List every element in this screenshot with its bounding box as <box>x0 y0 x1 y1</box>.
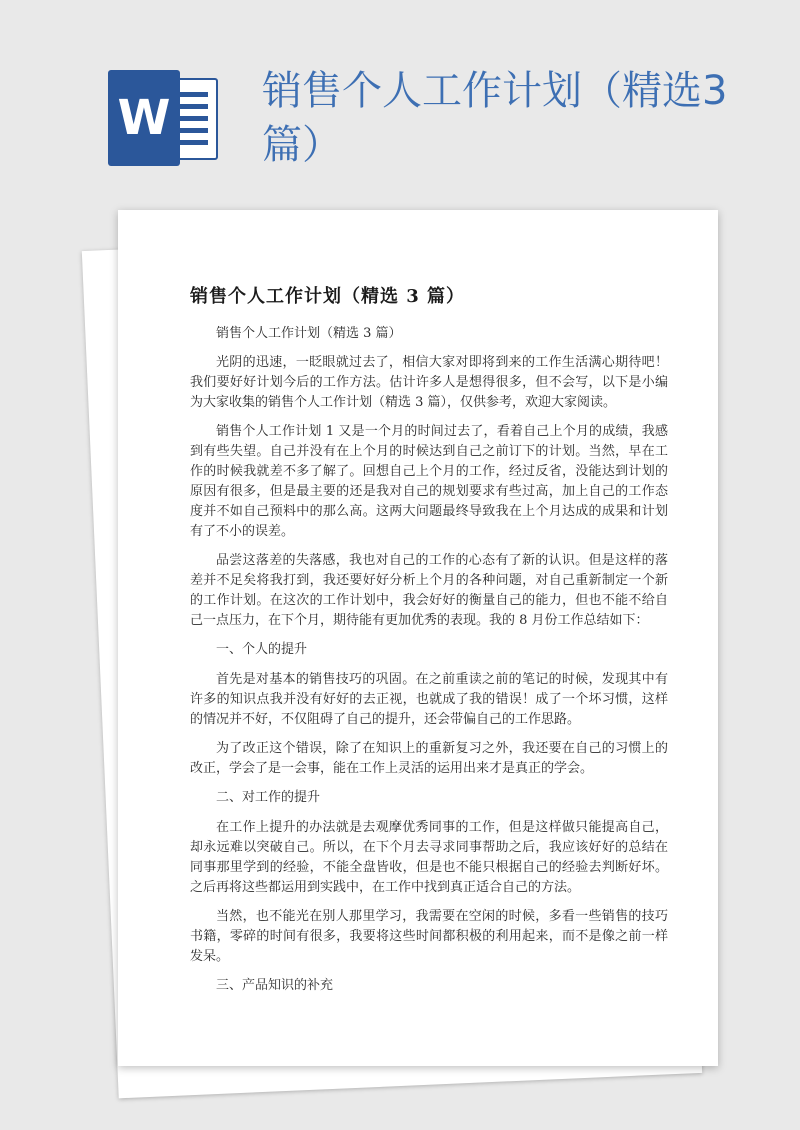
paragraph: 销售个人工作计划 1 又是一个月的时间过去了，看着自己上个月的成绩，我感到有些失望。自己并没有在上个月的时候达到自己之前订下的计划。当然，早在工作的时候我就差不多了解了。回想自己上个月的工作，经过反省，没能达到计划的原因有很多，但是最主要的还是我对自己的规划要求有些过高，加上自己的工作态度并不如自己预料中的那么高。这两大问题最终导致我在上个月达成的成果和计划有了不小的误差。 <box>190 424 668 539</box>
paragraph: 为了改正这个错误，除了在知识上的重新复习之外，我还要在自己的习惯上的改正，学会了是一会事，能在工作上灵活的运用出来才是真正的学会。 <box>190 741 668 776</box>
document-body <box>190 324 668 1006</box>
paragraph: 光阴的迅速，一眨眼就过去了，相信大家对即将到来的工作生活满心期待吧！我们要好好计划今后的工作方法。估计许多人是想得很多，但不会写，以下是小编为大家收集的销售个人工作计划（精选 3 篇），仅供参考，欢迎大家阅读。 <box>190 355 668 410</box>
page-title: 销售个人工作计划（精选3篇） <box>262 68 728 168</box>
section-heading: 三、产品知识的补充 <box>216 978 334 993</box>
paragraph: 品尝这落差的失落感，我也对自己的工作的心态有了新的认识。但是这样的落差并不足矣将我打到，我还要好好分析上个月的各种问题，对自己重新制定一个新的工作计划。在这次的工作计划中，我会好好的衡量自己的能力，但也不能不给自己一点压力，在下个月，期待能有更加优秀的表现。我的 8 月份工作总结如下： <box>190 553 668 628</box>
paragraph: 销售个人工作计划（精选 3 篇） <box>216 326 402 341</box>
document-title: 销售个人工作计划（精选 3 篇） <box>190 286 466 307</box>
section-heading: 一、个人的提升 <box>216 642 308 657</box>
paragraph: 在工作上提升的办法就是去观摩优秀同事的工作，但是这样做只能提高自己，却永远难以突破自己。所以，在下个月去寻求同事帮助之后，我应该好好的总结在同事那里学到的经验，不能全盘皆收，但是也不能只根据自己的经验去判断好坏。之后再将这些都运用到实践中，在工作中找到真正适合自己的方法。 <box>190 820 668 895</box>
paragraph: 当然，也不能光在别人那里学习，我需要在空闲的时候，多看一些销售的技巧书籍，零碎的时间有很多，我要将这些时间都积极的利用起来，而不是像之前一样发呆。 <box>190 909 668 964</box>
word-logo-icon <box>108 70 218 166</box>
section-heading: 二、对工作的提升 <box>216 790 321 805</box>
paragraph: 首先是对基本的销售技巧的巩固。在之前重读之前的笔记的时候，发现其中有许多的知识点我并没有好好的去正视，也就成了我的错误！成了一个坏习惯，这样的情况并不好，不仅阻碍了自己的提升，还会带偏自己的工作思路。 <box>190 672 668 727</box>
document-page <box>118 210 718 1066</box>
word-letter: W <box>108 70 180 166</box>
